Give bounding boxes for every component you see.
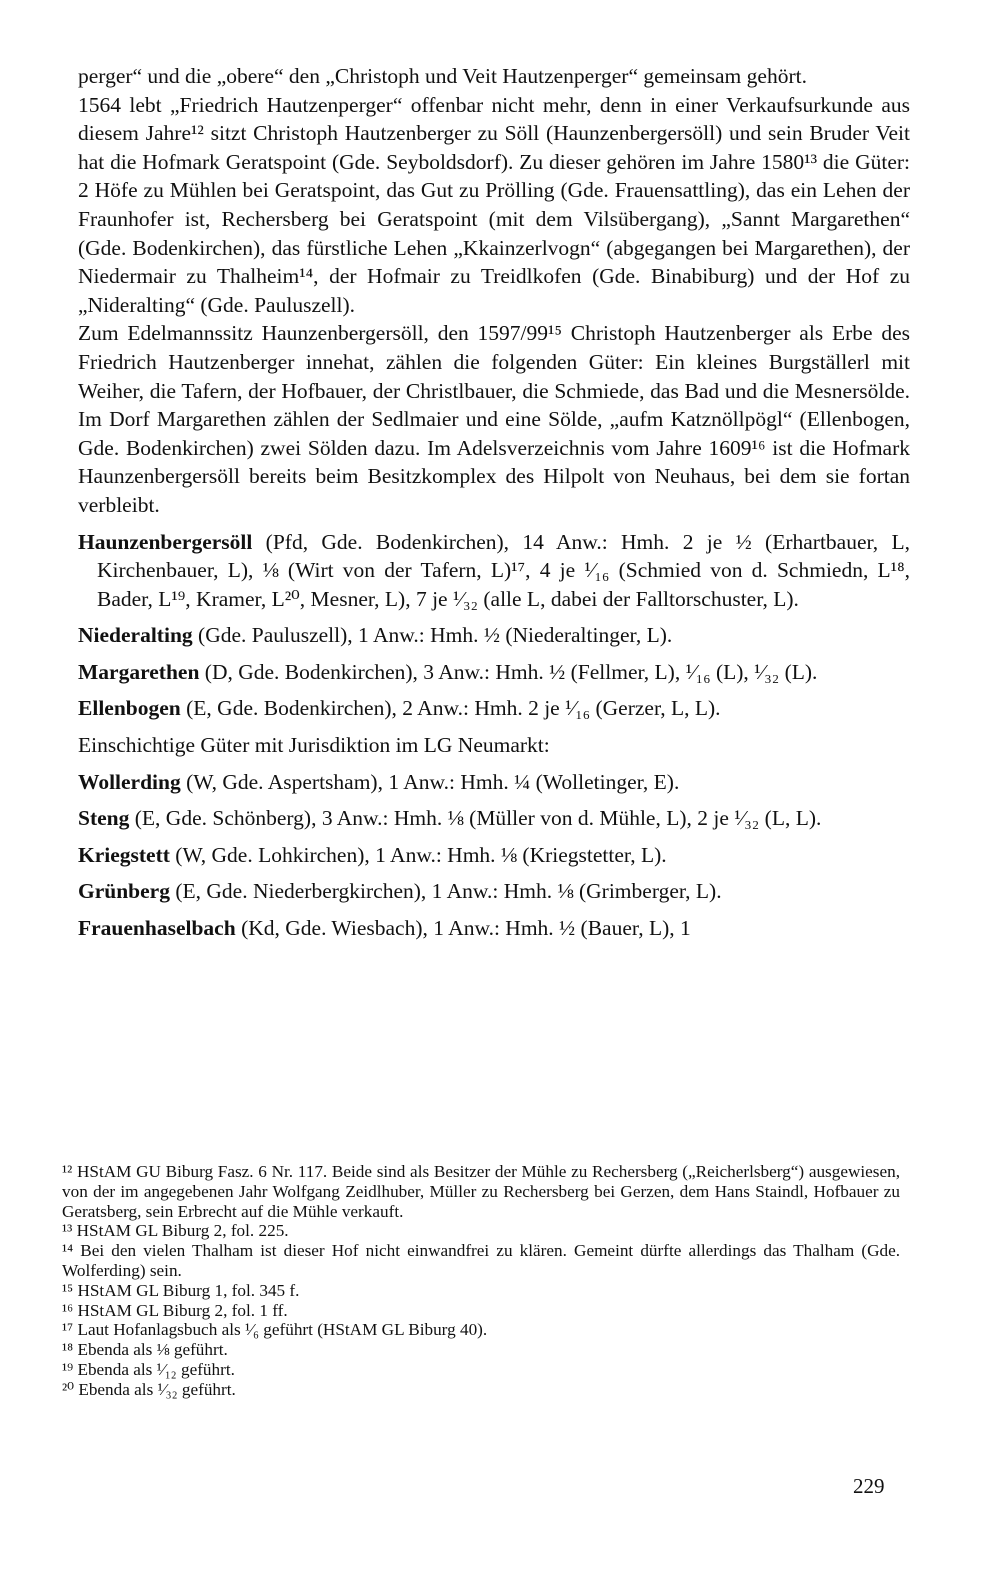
footnote: ¹³ HStAM GL Biburg 2, fol. 225. [62, 1221, 289, 1241]
list-item [78, 658, 910, 687]
footnote: ¹² HStAM GU Biburg Fasz. 6 Nr. 117. Beide sind als Besitzer der Mühle zu Rechersberg („Reicherlsberg“) ausgewiesen, von der im angegebenen Jahr Wolfgang Zeidlhuber, Müller zu Rechersberg bei Gerzen, dem Hans Staindl, Hofbauer zu Geratsberg, sein Erbrecht auf die Mühle verkauft. [62, 1162, 900, 1221]
list-item [78, 804, 910, 833]
list-item [78, 621, 910, 650]
footnote: ¹⁴ Bei den vielen Thalham ist dieser Hof nicht einwandfrei zu klären. Gemeint dürfte allerdings das Thalham (Gde. Wolferding) sein. [62, 1241, 900, 1280]
footnote: ¹⁵ HStAM GL Biburg 1, fol. 345 f. [62, 1280, 300, 1300]
holdings-list [78, 528, 910, 943]
footnotes [62, 1162, 900, 1400]
list-item [78, 914, 910, 943]
page-number: 229 [853, 1474, 885, 1498]
place-details: (E, Gde. Bodenkirchen), 2 Anw.: Hmh. 2 je ¹⁄₁₆ (Gerzer, L, L). [180, 696, 721, 721]
place-name: Margarethen [78, 659, 200, 684]
list-item [78, 694, 910, 723]
place-details: (E, Gde. Schönberg), 3 Anw.: Hmh. ⅛ (Müller von d. Mühle, L), 2 je ¹⁄₃₂ (L, L). [129, 806, 822, 831]
footnote: ¹⁸ Ebenda als ⅛ geführt. [62, 1340, 228, 1360]
section-heading: Einschichtige Güter mit Jurisdiktion im LG Neumarkt: [78, 733, 550, 758]
list-item [78, 528, 910, 614]
place-name: Wollerding [78, 769, 181, 794]
place-details: (Pfd, Gde. Bodenkirchen), 14 Anw.: Hmh. 2 je ½ (Erhartbauer, L, Kirchenbauer, L), ⅛ (Wirt von der Tafern, L)¹⁷, 4 je ¹⁄₁₆ (Schmied von d. Schmiedn, L¹⁸, Bader, L¹⁹, Kramer, L²⁰, Mesner, L), 7 je ¹⁄₃₂ (alle L, dabei der Falltorschuster, L). [97, 529, 910, 611]
place-name: Kriegstett [78, 842, 170, 867]
list-item [78, 841, 910, 870]
place-name: Frauenhaselbach [78, 916, 236, 941]
paragraph-1: perger“ und die „obere“ den „Christoph und Veit Hautzenperger“ gemeinsam gehört. [78, 64, 807, 88]
place-details: (D, Gde. Bodenkirchen), 3 Anw.: Hmh. ½ (Fellmer, L), ¹⁄₁₆ (L), ¹⁄₃₂ (L). [199, 659, 818, 684]
place-name: Ellenbogen [78, 696, 181, 721]
footnote: ¹⁶ HStAM GL Biburg 2, fol. 1 ff. [62, 1300, 288, 1320]
place-name: Steng [78, 806, 130, 831]
page-body [78, 62, 910, 951]
place-details: (Kd, Gde. Wiesbach), 1 Anw.: Hmh. ½ (Bauer, L), 1 [235, 916, 691, 941]
place-name: Grünberg [78, 879, 170, 904]
place-details: (W, Gde. Lohkirchen), 1 Anw.: Hmh. ⅛ (Kriegstetter, L). [169, 842, 667, 867]
paragraph-2: 1564 lebt „Friedrich Hautzenperger“ offenbar nicht mehr, denn in einer Verkaufsurkunde aus diesem Jahre¹² sitzt Christoph Hautzenberger zu Söll (Haunzenbergersöll) und sein Bruder Veit hat die Hofmark Geratspoint (Gde. Seyboldsdorf). Zu dieser gehören im Jahre 1580¹³ die Güter: 2 Höfe zu Mühlen bei Geratspoint, das Gut zu Prölling (Gde. Frauensattling), das ein Lehen der Fraunhofer ist, Rechersberg bei Geratspoint (mit dem Vilsübergang), „Sannt Margarethen“ (Gde. Bodenkirchen), das fürstliche Lehen „Kkainzerlvogn“ (abgegangen bei Margarethen), der Niedermair zu Thalheim¹⁴, der Hofmair zu Treidlkofen (Gde. Binabiburg) und der Hof zu „Nideralting“ (Gde. Pauluszell). [78, 92, 910, 317]
paragraph-3: Zum Edelmannssitz Haunzenbergersöll, den 1597/99¹⁵ Christoph Hautzenberger als Erbe des Friedrich Hautzenberger innehat, zählen die folgenden Güter: Ein kleines Burgställerl mit Weiher, die Tafern, der Hofbauer, der Christlbauer, die Schmiede, das Bad und die Mesnersölde. Im Dorf Margarethen zählen der Sedlmaier und eine Sölde, „aufm Katznöllpögl“ (Ellenbogen, Gde. Bodenkirchen) zwei Sölden dazu. Im Adelsverzeichnis vom Jahre 1609¹⁶ ist die Hofmark Haunzenbergersöll bereits beim Besitzkomplex des Hilpolt von Neuhaus, bei dem sie fortan verbleibt. [78, 321, 910, 517]
place-name: Haunzenbergersöll [78, 529, 253, 554]
place-details: (Gde. Pauluszell), 1 Anw.: Hmh. ½ (Niederaltinger, L). [192, 623, 673, 648]
place-details: (E, Gde. Niederbergkirchen), 1 Anw.: Hmh. ⅛ (Grimberger, L). [169, 879, 722, 904]
place-name: Niederalting [78, 623, 193, 648]
list-item [78, 768, 910, 797]
list-item [78, 877, 910, 906]
place-details: (W, Gde. Aspertsham), 1 Anw.: Hmh. ¼ (Wolletinger, E). [180, 769, 680, 794]
footnote: ¹⁹ Ebenda als ¹⁄₁₂ geführt. [62, 1359, 235, 1379]
footnote: ¹⁷ Laut Hofanlagsbuch als ¹⁄₆ geführt (HStAM GL Biburg 40). [62, 1320, 488, 1340]
footnote: ²⁰ Ebenda als ¹⁄₃₂ geführt. [62, 1379, 236, 1399]
